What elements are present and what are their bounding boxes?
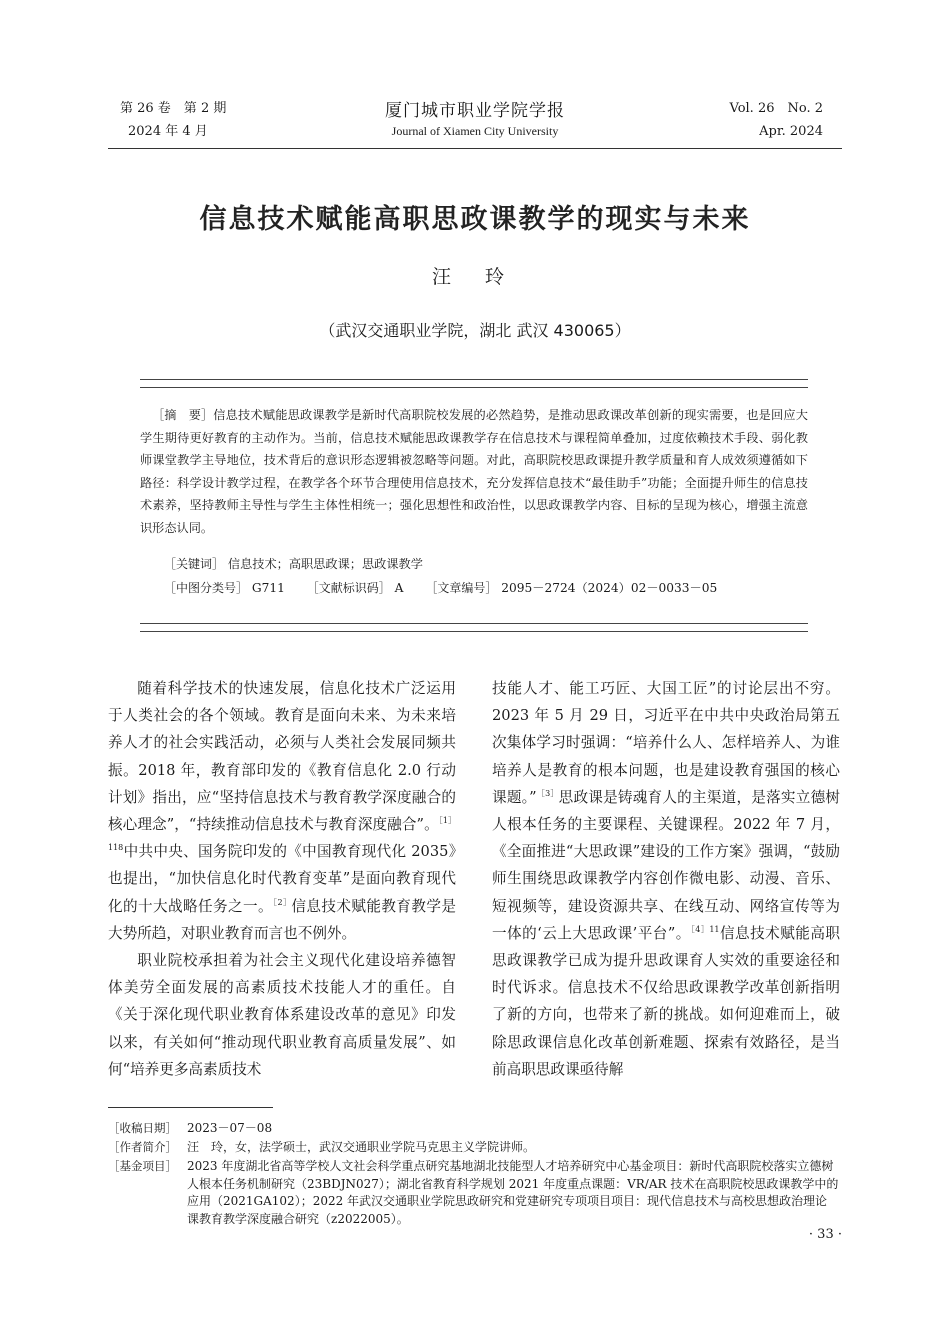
- classification-line: [140, 577, 808, 599]
- abstract-top-rule-2: [140, 387, 808, 388]
- citation-2: ［2］: [273, 897, 292, 907]
- footnote-received: [108, 1120, 842, 1138]
- keywords-label: ［关键词］: [164, 557, 225, 571]
- citation-1: ［1］118: [108, 816, 456, 853]
- article-number-label: ［文章编号］: [425, 581, 498, 595]
- date-en: Apr. 2024: [759, 124, 823, 139]
- journal-name-en: Journal of Xiamen City University: [391, 124, 559, 138]
- text-run: 中共中央、国务院印发的《中国教育现代化 2035》也提出，“加快信息化时代教育变革”是面向教育现代化的十大战略任务之一。: [108, 843, 456, 915]
- footnote-text: 汪 玲，女，法学硕士，武汉交通职业学院马克思主义学院讲师。: [187, 1140, 536, 1154]
- keywords-line: [140, 553, 808, 575]
- abstract-bottom-rule-2: [140, 631, 808, 632]
- text-run: 信息技术赋能教育教学是大势所趋，对职业教育而言也不例外。: [108, 897, 456, 942]
- abstract-label: ［摘 要］: [152, 408, 214, 422]
- citation-3: ［3］: [536, 788, 559, 798]
- body-right-column: [492, 675, 840, 1083]
- doc-code-label: ［文献标识码］: [306, 581, 391, 595]
- footnote-rule: [108, 1107, 273, 1108]
- volume-issue-cn: 第 26 卷 第 2 期: [120, 101, 227, 116]
- text-run: 信息技术赋能高职思政课教学已成为提升思政课育人实效的重要途径和时代诉求。信息技术不仅给思政课教学改革创新指明了新的方向，也带来了新的挑战。如何迎难而上，破除思政课信息化改革创新难题、探索有效路径，是当前高职思政课亟待解: [492, 924, 840, 1078]
- article-number: 2095－2724（2024）02－0033－05: [501, 581, 718, 595]
- doc-code: A: [394, 581, 404, 595]
- paragraph: [108, 675, 456, 947]
- clc-code: G711: [251, 581, 285, 595]
- footnote-text: 2023－07－08: [187, 1121, 273, 1135]
- header-rule: [108, 148, 842, 149]
- footnote-label: ［作者简介］: [108, 1140, 177, 1154]
- footnote-author: [108, 1139, 842, 1157]
- body-left-column: [108, 675, 456, 1083]
- text-run: 随着科学技术的快速发展，信息化技术广泛运用于人类社会的各个领域。教育是面向未来、为未来培养人才的社会实践活动，必须与人类社会发展同频共振。2018 年，教育部印发的《教育信息化 2.0 行动计划》指出，应“坚持信息技术与教育教学深度融合的核心理念”，“持续推动信息技术与教育深度融合”。: [108, 680, 456, 834]
- paragraph: [492, 675, 840, 1083]
- author-name: 汪 玲: [431, 266, 519, 288]
- text-run: 技能人才、能工巧匠、大国工匠”的讨论层出不穷。2023 年 5 月 29 日，习近平在中共中央政治局第五次集体学习时强调：“培养什么人、怎样培养人、为谁培养人是教育的根本问题，也是建设教育强国的核心课题。”: [492, 680, 840, 806]
- footnote-label: ［收稿日期］: [108, 1121, 177, 1135]
- article-title: 信息技术赋能高职思政课教学的现实与未来: [199, 204, 751, 235]
- abstract-top-rule: [140, 379, 808, 380]
- text-run: 思政课是铸魂育人的主渠道，是落实立德树人根本任务的主要课程、关键课程。2022 年 7 月，《全面推进“大思政课”建设的工作方案》强调，“鼓励师生围绕思政课教学内容创作微电影、动漫、音乐、短视频等，建设资源共享、在线互动、网络宣传等为一体的‘云上大思政课’平台”。: [492, 788, 840, 942]
- footnote-funding: [108, 1158, 842, 1228]
- journal-name-cn: 厦门城市职业学院学报: [385, 101, 565, 121]
- citation-4: ［4］11: [690, 924, 720, 934]
- abstract-text: 信息技术赋能思政课教学是新时代高职院校发展的必然趋势，是推动思政课改革创新的现实需要，也是回应大学生期待更好教育的主动作为。当前，信息技术赋能思政课教学存在信息技术与课程简单叠加，过度依赖技术手段、弱化教师课堂教学主导地位，技术背后的意识形态逻辑被忽略等问题。对此，高职院校思政课提升教学质量和育人成效须遵循如下路径：科学设计教学过程，在教学各个环节合理使用信息技术，充分发挥信息技术“最佳助手”功能；全面提升师生的信息技术素养，坚持教师主导性与学生主体性相统一；强化思想性和政治性，以思政课教学内容、目标的呈现为核心，增强主流意识形态认同。: [140, 408, 808, 535]
- author-affiliation: （武汉交通职业学院，湖北 武汉 430065）: [319, 321, 631, 340]
- keywords: 信息技术；高职思政课；思政课教学: [227, 557, 423, 571]
- abstract-bottom-rule: [140, 623, 808, 624]
- volume-issue-en: Vol. 26 No. 2: [729, 101, 823, 116]
- page-number: · 33 ·: [808, 1227, 842, 1242]
- date-cn: 2024 年 4 月: [128, 124, 208, 139]
- footnote-text: 2023 年度湖北省高等学校人文社会科学重点研究基地湖北技能型人才培养研究中心基金项目：新时代高职院校落实立德树人根本任务机制研究（23BDJN027）；湖北省教育科学规划 2021 年度重点课题：VR/AR 技术在高职院校思政课教学中的应用（2021GA102）；2022 年武汉交通职业学院思政研究和党建研究专项项目项目：现代信息技术与高校思想政治理论课教育教学深度融合研究（z2022005）。: [187, 1159, 839, 1226]
- footnote-label: ［基金项目］: [108, 1159, 177, 1173]
- clc-label: ［中图分类号］: [164, 581, 249, 595]
- paragraph: 职业院校承担着为社会主义现代化建设培养德智体美劳全面发展的高素质技术技能人才的重任。自《关于深化现代职业教育体系建设改革的意见》印发以来，有关如何“推动现代职业教育高质量发展”、如何“培养更多高素质技术: [108, 952, 456, 1078]
- abstract: [140, 404, 808, 540]
